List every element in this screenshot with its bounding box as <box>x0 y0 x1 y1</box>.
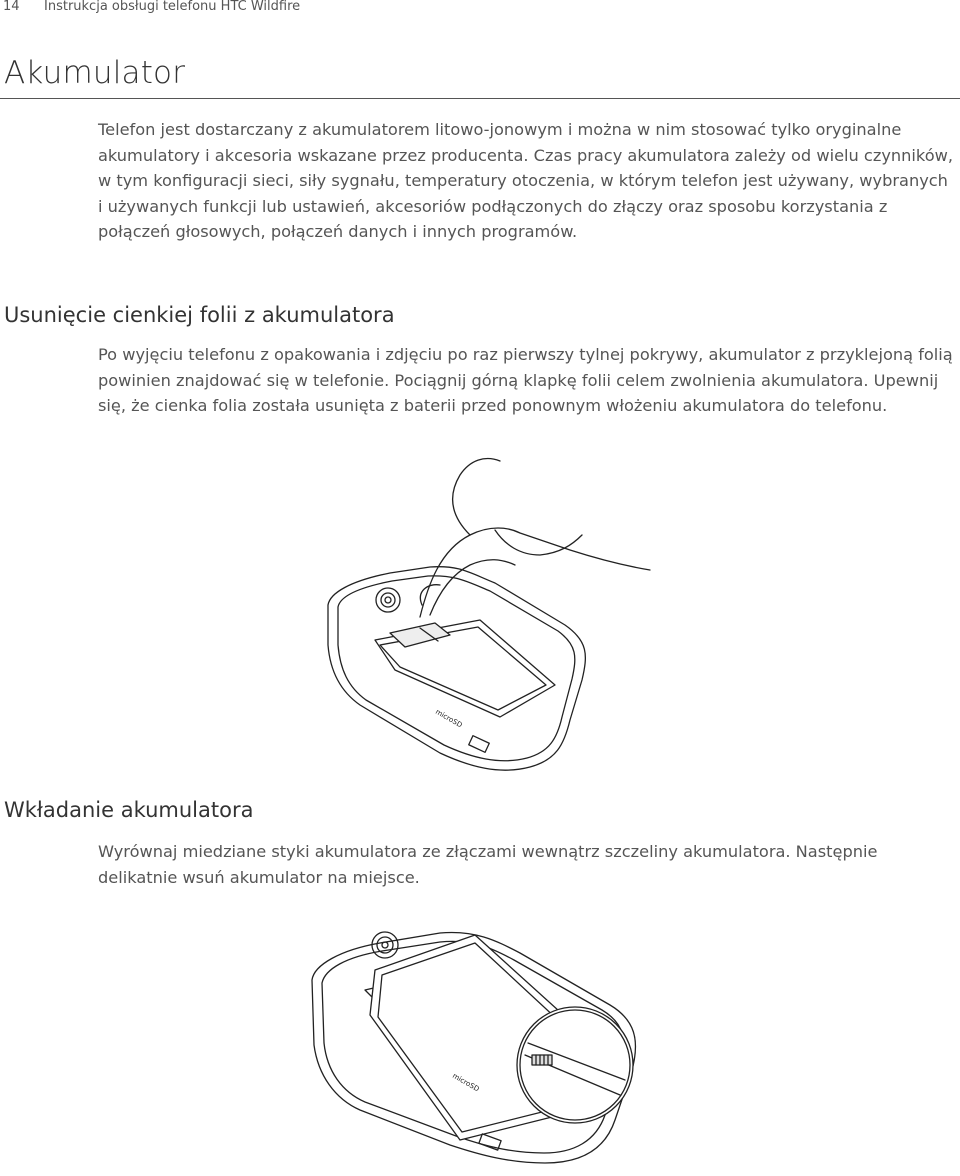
section-title: Akumulator <box>4 55 186 91</box>
microsd-label: microSD <box>451 1071 481 1094</box>
microsd-label: microSD <box>434 707 464 730</box>
camera-lens <box>372 932 398 958</box>
manual-title: Instrukcja obsługi telefonu HTC Wildfire <box>44 0 301 14</box>
copper-contacts <box>532 1055 552 1065</box>
hand <box>420 528 650 617</box>
phone-body <box>328 567 585 770</box>
page-header <box>0 0 960 16</box>
film-removal-paragraph: Po wyjęciu telefonu z opakowania i zdjęciu po raz pierwszy tylnej pokrywy, akumulator z przyklejoną folią powinien znajdować się w telefonie. Pociągnij górną klapkę folii celem zwolnienia akumulatora. Upewnij się, że cienka folia została usunięta z baterii przed ponownym włożeniu akumulatora do telefonu. <box>98 345 953 415</box>
insert-battery-illustration <box>300 905 660 1170</box>
battery-film <box>390 623 450 647</box>
page-number: 14 <box>3 0 20 14</box>
insert-battery-heading: Wkładanie akumulatora <box>4 798 254 822</box>
film-removal-heading: Usunięcie cienkiej folii z akumulatora <box>4 303 395 327</box>
camera-lens <box>376 588 400 612</box>
intro-paragraph: Telefon jest dostarczany z akumulatorem litowo-jonowym i można w nim stosować tylko oryginalne akumulatory i akcesoria wskazane przez producenta. Czas pracy akumulatora zależy od wielu czynników, w tym konfiguracji sieci, siły sygnału, temperatury otoczenia, w którym telefon jest używany, wybranych i używanych funkcji lub ustawień, akcesoriów podłączonych do złączy oraz sposobu korzystania z połączeń głosowych, połączeń danych i innych programów. <box>98 120 954 241</box>
insert-battery-paragraph: Wyrównaj miedziane styki akumulatora ze złączami wewnątrz szczeliny akumulatora. Następnie delikatnie wsuń akumulator na miejsce. <box>98 842 878 887</box>
title-divider <box>0 98 960 99</box>
microsd-slot <box>469 736 490 753</box>
film-removal-illustration <box>320 455 660 785</box>
